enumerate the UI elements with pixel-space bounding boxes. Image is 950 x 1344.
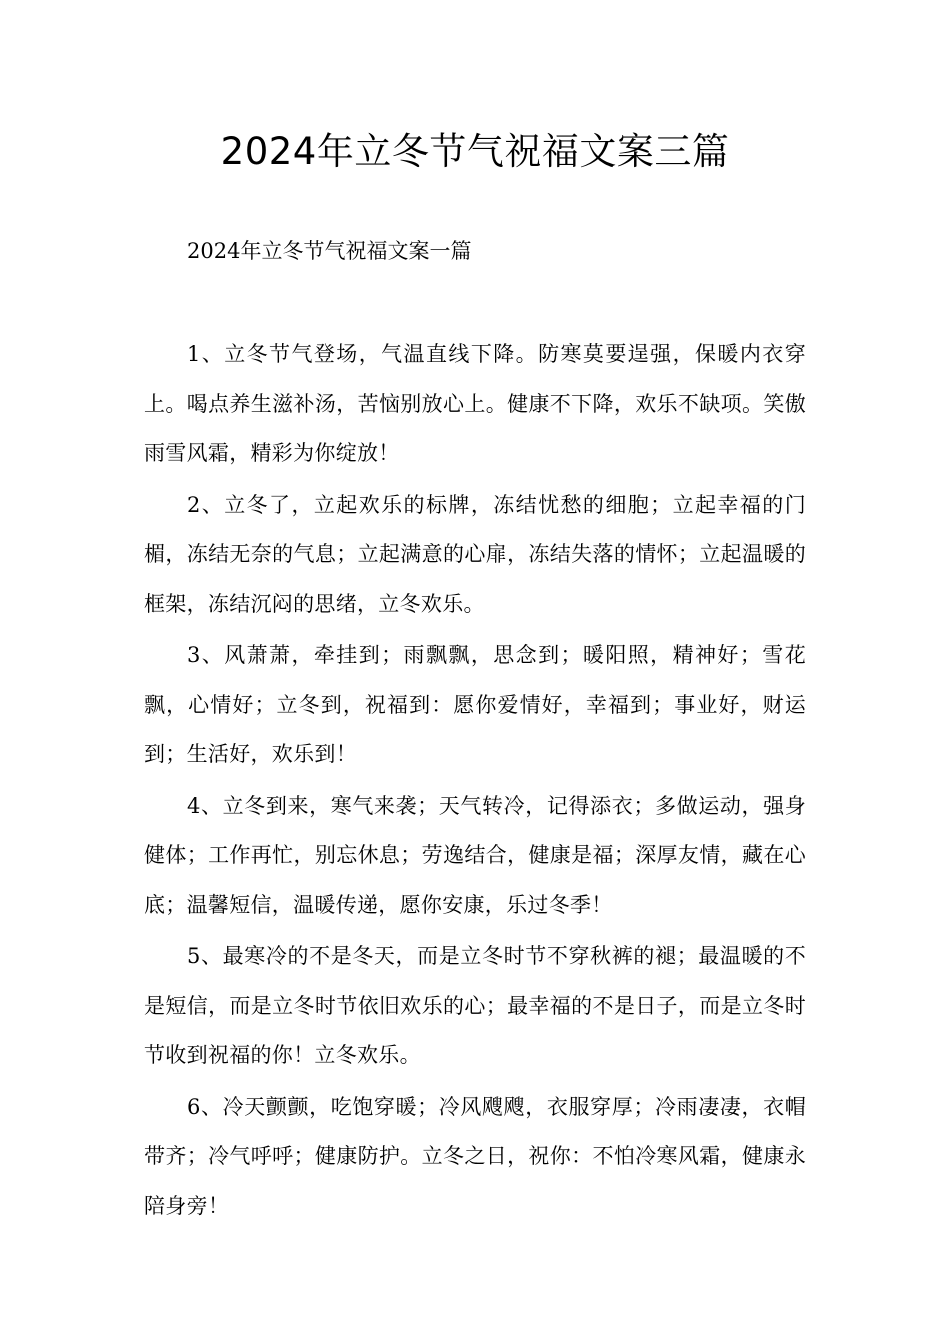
section-title: 2024年立冬节气祝福文案一篇 — [187, 239, 472, 263]
paragraph: 4、立冬到来，寒气来袭；天气转冷，记得添衣；多做运动，强身健体；工作再忙，别忘休息；劳逸结合，健康是福；深厚友情，藏在心底；温馨短信，温暖传递，愿你安康，乐过冬季！ — [144, 793, 806, 917]
paragraph: 1、立冬节气登场，气温直线下降。防寒莫要逞强，保暖内衣穿上。喝点养生滋补汤，苦恼别放心上。健康不下降，欢乐不缺项。笑傲雨雪风霜，精彩为你绽放！ — [144, 342, 806, 465]
paragraph: 6、冷天颤颤，吃饱穿暖；冷风飕飕，衣服穿厚；冷雨凄凄，衣帽带齐；冷气呼呼；健康防护。立冬之日，祝你：不怕冷寒风霜，健康永陪身旁！ — [144, 1094, 806, 1218]
paragraph: 3、风萧萧，牵挂到；雨飘飘，思念到；暖阳照，精神好；雪花飘，心情好；立冬到，祝福到：愿你爱情好，幸福到；事业好，财运到；生活好，欢乐到！ — [144, 643, 806, 766]
document-body — [144, 330, 806, 1233]
paragraph: 2、立冬了，立起欢乐的标牌，冻结忧愁的细胞；立起幸福的门楣，冻结无奈的气息；立起满意的心扉，冻结失落的情怀；立起温暖的框架，冻结沉闷的思绪，立冬欢乐。 — [144, 492, 806, 616]
paragraph: 5、最寒冷的不是冬天，而是立冬时节不穿秋裤的褪；最温暖的不是短信，而是立冬时节依旧欢乐的心；最幸福的不是日子，而是立冬时节收到祝福的你！立冬欢乐。 — [144, 944, 806, 1067]
document-title: 2024年立冬节气祝福文案三篇 — [220, 130, 730, 173]
